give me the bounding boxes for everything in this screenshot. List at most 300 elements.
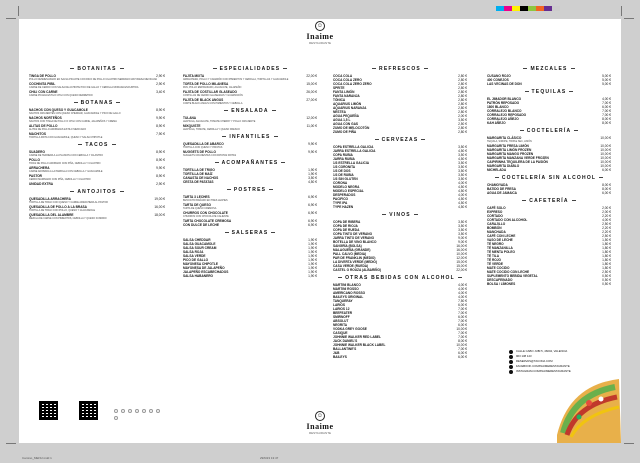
menu-item-name: CASTEL O ROUZA (ALBARIÑO)	[333, 268, 381, 272]
menu-item	[183, 274, 317, 278]
menu-item-name: PICO DE GALLO	[183, 258, 209, 262]
menu-item-name: VODKA GREY GOOSE	[333, 327, 367, 331]
menu-item-name: NESTEA	[333, 110, 346, 114]
menu-item-name: TYPE IPA	[333, 201, 348, 205]
menu-item-description: TORTILLA FRITA CON GUACAMOLE, QUESO Y SALSA CHIPOTLE	[29, 136, 103, 139]
crop-mark	[624, 18, 634, 19]
menu-item-name: BOLSA / LÍMONES	[487, 282, 516, 286]
menu-item-price: 3,50 €	[458, 228, 467, 232]
menu-item-name: BOMBÓN	[487, 226, 502, 230]
menu-item-price: 4,50 €	[458, 205, 467, 209]
logo-name: Inaime	[306, 32, 334, 41]
section-title: TACOS	[29, 142, 165, 148]
menu-item-price: 5,00 €	[602, 74, 611, 78]
menu-item-description: CARNE PICADA ESTILO CHILI CON QUESO DERRETIDO	[29, 94, 93, 97]
menu-item-description: TORTILLA DE TRIGO CON QUESO Y CARNE ARRACHERA AL PASTOR	[29, 201, 108, 204]
menu-item-name: 1/3 ESTRELLA GALICIA	[333, 161, 370, 165]
menu-item-name: CORRALEJO REPOSADO	[487, 113, 527, 117]
menu-item-price: 4,00 €	[458, 283, 467, 287]
taco-illustration	[549, 365, 621, 443]
menu-item-price: 2,80 €	[458, 86, 467, 90]
logo-subtitle: RESTAURANTE	[308, 431, 332, 435]
menu-item-name: SUPLEMENTO BEBIDA VEGETAL	[487, 274, 538, 278]
menu-item-name: MACHITOS	[29, 132, 46, 136]
menu-item-price: 10,00 €	[600, 160, 611, 164]
menu-item-name: JARRA TINTO DE VERANO	[333, 236, 375, 240]
menu-item-price: 4,50 €	[458, 149, 467, 153]
menu-item-name: CAFÉ SOLO	[487, 206, 506, 210]
menu-item-name: CESTA DE PATATAS	[183, 180, 214, 184]
menu-item-description: MEZCLA DE CARNE CON PIMIENTOS, CEBOLLA Y QUESO FUNDIDO	[29, 217, 107, 220]
menu-item-name: LAS VECINAS DE DON	[487, 82, 522, 86]
menu-item	[183, 180, 317, 184]
menu-item-name: COPA DE RIBERA	[333, 220, 361, 224]
menu-item-price: 1,90 €	[308, 238, 317, 242]
menu-item-name: CON DULCE DE LECHE	[183, 223, 219, 227]
menu-item-price: 6,00 €	[602, 191, 611, 195]
menu-item-price: 2,00 €	[458, 114, 467, 118]
menu-item-price: 1,90 €	[308, 262, 317, 266]
allergen-icons	[114, 409, 164, 420]
menu-item-price: 2,80 €	[458, 94, 467, 98]
menu-item-name: TULANA	[183, 116, 197, 120]
menu-item-price: 1,90 €	[308, 270, 317, 274]
menu-item-name: BAILEYS	[333, 355, 347, 359]
color-calibration-bar	[496, 6, 560, 11]
menu-item-name: TARTA CHOCOLATE CREMOSA	[183, 219, 232, 223]
menu-item-name: CHAMOYADA	[487, 183, 508, 187]
menu-item-description: CARNE DE CERDO CON SALSA DE ACHIOTE PICO DE GALLO Y CEBOLLA MORADA ENCURTIDA	[29, 86, 139, 89]
menu-item-description: ARRACHERA, POLLO Y CAMARÓN CON PIMIENTOS Y CEBOLLA, TORTILLAS Y GUACAMOLE	[183, 78, 289, 81]
menu-item-price: 2,00 €	[602, 206, 611, 210]
menu-item-name: CORTADO	[487, 214, 503, 218]
menu-item-name: COPA RUBIA	[333, 153, 353, 157]
menu-item-price: 8,00 €	[458, 339, 467, 343]
menu-item-name: TÉ VERDE	[487, 262, 503, 266]
menu-item-name: FANTA LIMÓN	[333, 90, 355, 94]
menu-item-price: 1,80 €	[602, 258, 611, 262]
menu-item-price: 4,50 €	[458, 157, 467, 161]
section-title: COCTELERÍA	[487, 128, 611, 134]
crop-mark	[621, 6, 622, 16]
menu-item-name: QUESADILLA DE POLLO A LA BRASA	[29, 205, 87, 209]
menu-item-name: JOHNNIE WALKER BLACK LABEL	[333, 343, 386, 347]
section-title: COCTELERÍA SIN ALCOHOL	[487, 175, 611, 181]
menu-item-name: JARRA RUBIA	[333, 157, 355, 161]
menu-item-price: 2,20 €	[602, 214, 611, 218]
menu-item-price: 3,50 €	[458, 145, 467, 149]
menu-item-price: 11,00 €	[306, 124, 317, 128]
menu-item-price: 3,50 €	[458, 220, 467, 224]
section-title: ACOMPAÑANTES	[183, 160, 317, 166]
menu-item-price: 3,50 €	[308, 176, 317, 180]
menu-item-price: 1,80 €	[602, 242, 611, 246]
menu-item-name: CUSANO ROJO	[487, 74, 511, 78]
menu-item-name: CORRALEJO BLANCO	[487, 109, 522, 113]
menu-item-name: MARGARITA DIABLO	[487, 164, 520, 168]
menu-item-price: 2,20 €	[602, 230, 611, 234]
menu-item-name: CASIQUE	[333, 331, 348, 335]
menu-item-name: SALSA GUACAMOLE	[183, 242, 216, 246]
menu-item-price: 1,90 €	[308, 266, 317, 270]
section-title: CERVEZAS	[333, 137, 467, 143]
menu-item-price: 2,80 €	[458, 82, 467, 86]
menu-item-price: 2,50 €	[602, 222, 611, 226]
menu-item-name: 1/3 DE RUBIA	[333, 173, 354, 177]
location-icon	[509, 350, 513, 354]
menu-item-name: MICHELADA	[487, 168, 507, 172]
menu-item-name: COPA TINTO DE VERANO	[333, 232, 373, 236]
qr-code-right	[79, 401, 98, 420]
menu-item-price: 2,90 €	[156, 74, 165, 78]
menu-item-price: 9,90 €	[156, 116, 165, 120]
menu-item-price: 8,90 €	[156, 124, 165, 128]
menu-item-price: 15,00 €	[456, 264, 467, 268]
menu-item-price: 4,00 €	[458, 193, 467, 197]
menu-item-price: 10,00 €	[600, 164, 611, 168]
menu-item-name: MARGARITA LIMÓN FROZEN	[487, 148, 532, 152]
menu-item	[333, 130, 467, 134]
contact-line: FACEBOOK.COM/INAIMERESTAURANTE	[509, 364, 619, 369]
menu-item-name: MARGARITA FRESA LIMÓN	[487, 144, 529, 148]
contact-line: INSTAGRAM.COM/INAIMERESTAURANTE	[509, 369, 619, 374]
menu-item-name: TARTA DE QUESO	[183, 203, 211, 207]
menu-item-name: TÉ ROJO	[487, 258, 501, 262]
menu-item-price: 1,80 €	[602, 246, 611, 250]
menu-item	[487, 82, 611, 86]
section-title: ENSALADA	[183, 108, 317, 114]
menu-item	[487, 282, 611, 286]
menu-item-price: 6,00 €	[602, 168, 611, 172]
menu-item-name: SPRITE	[333, 86, 345, 90]
menu-item-description: PAN, POLLO EMPANIZADO, AGUACATE, JALAPEÑO	[183, 86, 242, 89]
menu-item-price: 8,90 €	[156, 150, 165, 154]
menu-item-price: 7,90 €	[156, 132, 165, 136]
menu-item-name: SALSA VERDE	[183, 254, 206, 258]
menu-item-price: 5,00 €	[602, 82, 611, 86]
menu-item-price: 15,00 €	[456, 260, 467, 264]
menu-sheet	[19, 19, 621, 443]
menu-item-price: 12,00 €	[456, 256, 467, 260]
menu-item-price: 10,00 €	[456, 252, 467, 256]
menu-item-price: 6,00 €	[458, 351, 467, 355]
menu-item-price: 2,80 €	[458, 106, 467, 110]
section-title: CAFETERÍA	[487, 198, 611, 204]
menu-item-price: 10,00 €	[600, 152, 611, 156]
menu-column-food	[29, 63, 165, 221]
menu-item-name: JOHNNIE WALKER RED LABEL	[333, 335, 381, 339]
menu-item-price: 3,50 €	[458, 153, 467, 157]
menu-item-name: PASTOR	[29, 174, 42, 178]
menu-item-price: 8,90 €	[156, 158, 165, 162]
menu-item-price: 16,00 €	[456, 244, 467, 248]
menu-item-price: 6,90 €	[308, 219, 317, 223]
menu-item-price: 19,00 €	[154, 197, 165, 201]
section-title: INFANTILES	[183, 134, 317, 140]
menu-item-name: FANTA NARANJA	[333, 94, 360, 98]
menu-item-price: 9,90 €	[308, 142, 317, 146]
menu-item-name: COCA COLA ZERO	[333, 78, 362, 82]
menu-item-description: TORTILLA DE TRIGO CON POLLO, QUESO Y GUACAMOLE	[29, 209, 96, 212]
section-title: REFRESCOS	[333, 66, 467, 72]
menu-item-price: 2,80 €	[458, 126, 467, 130]
menu-item-price: 4,00 €	[458, 295, 467, 299]
menu-item-price: 4,00 €	[602, 97, 611, 101]
menu-item-description: TORTILLA CON QUESO Y PATATAS	[183, 146, 223, 149]
menu-item-name: QUESADILLA DE ABARCO	[183, 142, 224, 146]
menu-item-price: 1,90 €	[308, 258, 317, 262]
menu-item-name: SANGRÍA (BOLSA)	[333, 244, 362, 248]
menu-item-name: ZUMO DE MELOCOTÓN	[333, 126, 370, 130]
menu-item-name: DESCAFEINADO	[487, 278, 513, 282]
section-title: BOTANAS	[29, 100, 165, 106]
menu-item-description: TIRAS DE POLLO ADOBADO CON PIÑA, CEBOLLA Y CILANTRO	[29, 162, 101, 165]
menu-item-price: 1,80 €	[602, 266, 611, 270]
crop-mark	[18, 6, 19, 16]
menu-item-name: JACK DANIEL'S	[333, 339, 358, 343]
menu-item-name: EL JIMADOR BLANCO	[487, 97, 522, 101]
menu-item-description: CORTE BLACK ANGUS CON PIMIENTOS Y CEBOLLA	[183, 102, 243, 105]
menu-item-price: 7,00 €	[458, 347, 467, 351]
menu-item-name: MARTINI ROSSO	[333, 287, 359, 291]
menu-item-price: 7,00 €	[458, 331, 467, 335]
crop-mark	[6, 443, 16, 444]
menu-item-name: AQUARIUS LIMÓN	[333, 102, 362, 106]
menu-item-name: ALITAS DE POLLO	[29, 124, 58, 128]
menu-item-name: AGUA PEQUEÑA	[333, 114, 359, 118]
menu-item-name: MAYONESA DE JALAPEÑO	[183, 266, 225, 270]
menu-item-name: JARRA ESTRELLA GALICIA	[333, 149, 376, 153]
menu-item-price: 10,00 €	[456, 343, 467, 347]
menu-item-price: 7,00 €	[458, 311, 467, 315]
menu-item	[29, 182, 165, 186]
section-title: TEQUILAS	[487, 89, 611, 95]
menu-item-name: NEGRITA	[333, 323, 348, 327]
menu-item-price: 3,50 €	[458, 232, 467, 236]
menu-item-name: SUADERO	[29, 150, 45, 154]
menu-item-name: 1/3 CORONITA	[333, 165, 356, 169]
menu-item-name: FAJITA MIXTA	[183, 74, 205, 78]
print-footer-left: Camino_MENU.indd 1	[22, 456, 52, 460]
section-title: POSTRES	[183, 187, 317, 193]
menu-item-price: 3,50 €	[458, 165, 467, 169]
menu-item-price: 5,00 €	[602, 78, 611, 82]
menu-item-name: ZUMO DE PIÑA	[333, 130, 357, 134]
menu-item-name: ABSOLUT	[333, 319, 349, 323]
menu-item-price: 4,50 €	[458, 197, 467, 201]
menu-item-description: ALITAS DE POLLO ADOBADAS ESTILO MEXICANO	[29, 128, 87, 131]
menu-item-price: 6,00 €	[458, 355, 467, 359]
menu-item-name: MARGARITA MANZANA VERDE FROZEN	[487, 156, 549, 160]
email-icon	[509, 360, 513, 364]
menu-column-specialties	[183, 63, 317, 278]
menu-item-price: 10,00 €	[600, 144, 611, 148]
menu-item-name: TÉ TILA	[487, 254, 500, 258]
phone-icon	[509, 355, 513, 359]
menu-item-price: 4,00 €	[458, 181, 467, 185]
menu-item-price: 9,00 €	[458, 240, 467, 244]
menu-item-name: MARTINI BLANCO	[333, 283, 361, 287]
logo-emblem-icon: ☺	[316, 413, 324, 419]
menu-item-price: 7,00 €	[458, 335, 467, 339]
menu-item-price: 6,00 €	[458, 323, 467, 327]
menu-item-name: SALSA ROJA	[183, 250, 204, 254]
menu-item-price: 9,00 €	[458, 236, 467, 240]
menu-item-name: PACIFICO	[333, 197, 348, 201]
menu-item-description: COSTILLAS DE CERDO GLASEADAS Y GUARNICIÓN	[183, 94, 243, 97]
instagram-icon	[509, 370, 513, 374]
menu-item-description: NACHOS CRUJIENTES CON QUESO CHEDDAR, GUACAMOLE Y PICO DE GALLO	[29, 112, 121, 115]
logo-emblem-icon: ☺	[316, 23, 324, 29]
menu-item-name: COPA DE RIOJA	[333, 224, 358, 228]
menu-item-price: 12,00 €	[306, 116, 317, 120]
menu-item-name: DESPERADOS	[333, 193, 356, 197]
menu-item-price: 1,90 €	[308, 242, 317, 246]
menu-item-name: TÉ MENTA POLEO	[487, 250, 515, 254]
menu-item-name: TINGA DE POLLO	[29, 74, 56, 78]
menu-item-name: MODELO NEGRA	[333, 185, 360, 189]
menu-item-price: 6,00 €	[602, 105, 611, 109]
menu-item-price: 3,50 €	[458, 177, 467, 181]
menu-item-name: TYPE HAZEN	[333, 205, 354, 209]
menu-item-price: 8,00 €	[602, 187, 611, 191]
menu-item-price: 1,90 €	[308, 254, 317, 258]
menu-item-price: 7,00 €	[458, 319, 467, 323]
menu-item-name: TÉ MANZANILLA	[487, 246, 513, 250]
menu-item	[333, 268, 467, 272]
menu-item-price: 3,50 €	[458, 173, 467, 177]
menu-item-price: 10,00 €	[600, 136, 611, 140]
menu-item-price: 8,00 €	[602, 121, 611, 125]
menu-item-price: 6,90 €	[308, 195, 317, 199]
menu-item-name: CASA VERDE (RUEDA)	[333, 264, 369, 268]
menu-item-price: 7,00 €	[602, 113, 611, 117]
menu-item-price: 7,00 €	[458, 307, 467, 311]
menu-item-name: PAR DE FRANKLIN (MEDIO)	[333, 256, 376, 260]
menu-item-description: CHURROS CON CHOCOLATE CALIENTE	[183, 215, 229, 218]
menu-item	[487, 121, 611, 125]
menu-item-name: CORTADO CON ALCOHOL	[487, 218, 528, 222]
menu-item-price: 1,90 €	[308, 274, 317, 278]
menu-item-price: 22,00 €	[306, 74, 317, 78]
menu-item-price: 3,40 €	[156, 90, 165, 94]
menu-item-price: 6,90 €	[308, 223, 317, 227]
menu-item-price: 0,50 €	[602, 282, 611, 286]
menu-item-name: TORTILLA DE MAÍZ	[183, 172, 213, 176]
menu-item-price: 2,50 €	[458, 122, 467, 126]
menu-item-name: NUGGETS DE POLLO	[183, 150, 216, 154]
contact-line: RESERVAS@TACONA.COM	[509, 359, 619, 364]
menu-item-price: 18,00 €	[154, 213, 165, 217]
menu-item-name: MANCHADA	[487, 230, 506, 234]
menu-item-price: 6,90 €	[308, 203, 317, 207]
menu-item-price: 4,00 €	[458, 291, 467, 295]
menu-item-price: 4,50 €	[458, 189, 467, 193]
menu-item-name: MIXQUISTE	[183, 124, 201, 128]
menu-item-name: SALSA CHEDDAR	[183, 238, 211, 242]
menu-item-name: MATE COCIDO CON LECHE	[487, 270, 530, 274]
menu-item-name: LARIOS 12	[333, 307, 350, 311]
menu-item-price: 1,90 €	[308, 246, 317, 250]
menu-item-description: NUGGETS CRUJIENTES CON PATATAS FRITAS	[183, 154, 237, 157]
menu-item-price: 9,90 €	[156, 166, 165, 170]
menu-item-name: BEEFEATER	[333, 311, 353, 315]
menu-item-price: 2,90 €	[156, 182, 165, 186]
menu-item-name: CHURROS CON CHOCOLATE	[183, 211, 228, 215]
menu-item-name: JALAPEÑO ESCABECHADOS	[183, 270, 229, 274]
menu-item-name: BALLANTINE'S	[333, 347, 357, 351]
menu-item-name: SMIRNOFF	[333, 315, 350, 319]
menu-item-price: 4,50 €	[458, 185, 467, 189]
menu-item-price: 26,00 €	[306, 90, 317, 94]
menu-item-name: LA DIVERTA VERDE (MEDIO)	[333, 260, 377, 264]
menu-item-name: BAILEYS ORIGINAL	[333, 295, 364, 299]
menu-item-price: 2,80 €	[458, 98, 467, 102]
menu-item-name: QUESADILLA DEL ALAMBRE	[29, 213, 74, 217]
menu-item-description: CARNE ADOBADA A LA PARRILLA CON CEBOLLA Y GUACAMOLE	[29, 170, 103, 173]
menu-item-name: TANQUERAY	[333, 299, 353, 303]
menu-column-bar	[487, 63, 611, 286]
menu-item-name: MALAGUEÑA (GRANDE)	[333, 248, 371, 252]
menu-item-name: AMERICANO ROSSO	[333, 291, 366, 295]
menu-item-price: 15,00 €	[306, 82, 317, 86]
menu-item-price: 4,50 €	[308, 180, 317, 184]
menu-item-price: 8,90 €	[156, 108, 165, 112]
menu-item-price: 4,50 €	[458, 201, 467, 205]
menu-item-price: 1,80 €	[602, 262, 611, 266]
menu-item-price: 2,50 €	[602, 270, 611, 274]
menu-item-name: CARAJILLO	[487, 222, 506, 226]
menu-item-name: CHILI CON CARNE	[29, 90, 58, 94]
menu-item-name: MARGARITA MANGO FROZEN	[487, 152, 534, 156]
menu-item-name: AGUA 1,5 L	[333, 118, 351, 122]
menu-item-name: LARIOS	[333, 303, 346, 307]
menu-item-price: 27,00 €	[306, 98, 317, 102]
menu-item-price: 22,00 €	[456, 268, 467, 272]
menu-item-name: SALSA HABANERO	[183, 274, 213, 278]
menu-item-price: 2,80 €	[458, 78, 467, 82]
facebook-icon	[509, 365, 513, 369]
menu-item-name: PALL CALVO (MEDIA)	[333, 252, 367, 256]
menu-item-description: NACHOS CON TINGA DE POLLO O CHILI CON CARNE, JALAPEÑOS Y CREMA	[29, 120, 117, 123]
menu-item-price: 8,00 €	[602, 183, 611, 187]
menu-item-name: 1/3 DE DOS	[333, 169, 351, 173]
menu-item-name: EXPRESO	[487, 210, 503, 214]
menu-item-price: 4,00 €	[602, 218, 611, 222]
menu-item-name: COCA COLA	[333, 74, 353, 78]
menu-item-description: LECHUGA, AGUACATE, TOMATE CHERRY Y POLLO CRUJIENTE	[183, 120, 256, 123]
menu-item-description: TARTA DE QUESO CREMOSA	[183, 207, 217, 210]
menu-item-name: AGUA DE JAMAICA	[487, 191, 517, 195]
print-footer-right: 29/6/23 13:47	[260, 456, 279, 460]
menu-item-name: MODELO ESPECIAL	[333, 189, 364, 193]
logo-bottom	[300, 411, 340, 435]
menu-item-price: 3,50 €	[458, 118, 467, 122]
contact-line: 963 138 123	[509, 354, 619, 359]
menu-item-name: TORTILLA DE TRIGO	[183, 168, 215, 172]
contact-line: CALLE CABO JUBI 5, 46004, VALENCIA	[509, 349, 619, 354]
menu-item-price: 1,50 €	[602, 238, 611, 242]
menu-item-price: 2,90 €	[156, 82, 165, 86]
menu-item-price: 7,00 €	[602, 101, 611, 105]
menu-item-name: COPA DE RUEDA	[333, 228, 360, 232]
menu-item-name: 1/3 SIN GLUTEN	[333, 177, 358, 181]
menu-item-price: 2,80 €	[458, 102, 467, 106]
menu-item-price: 1,80 €	[602, 254, 611, 258]
menu-item-price: 16,00 €	[456, 248, 467, 252]
menu-item-description: BIZCOCHO BAÑADO EN TRES LECHES	[183, 199, 228, 202]
menu-item-name: TORTA DE POLLO MILANESA	[183, 82, 229, 86]
